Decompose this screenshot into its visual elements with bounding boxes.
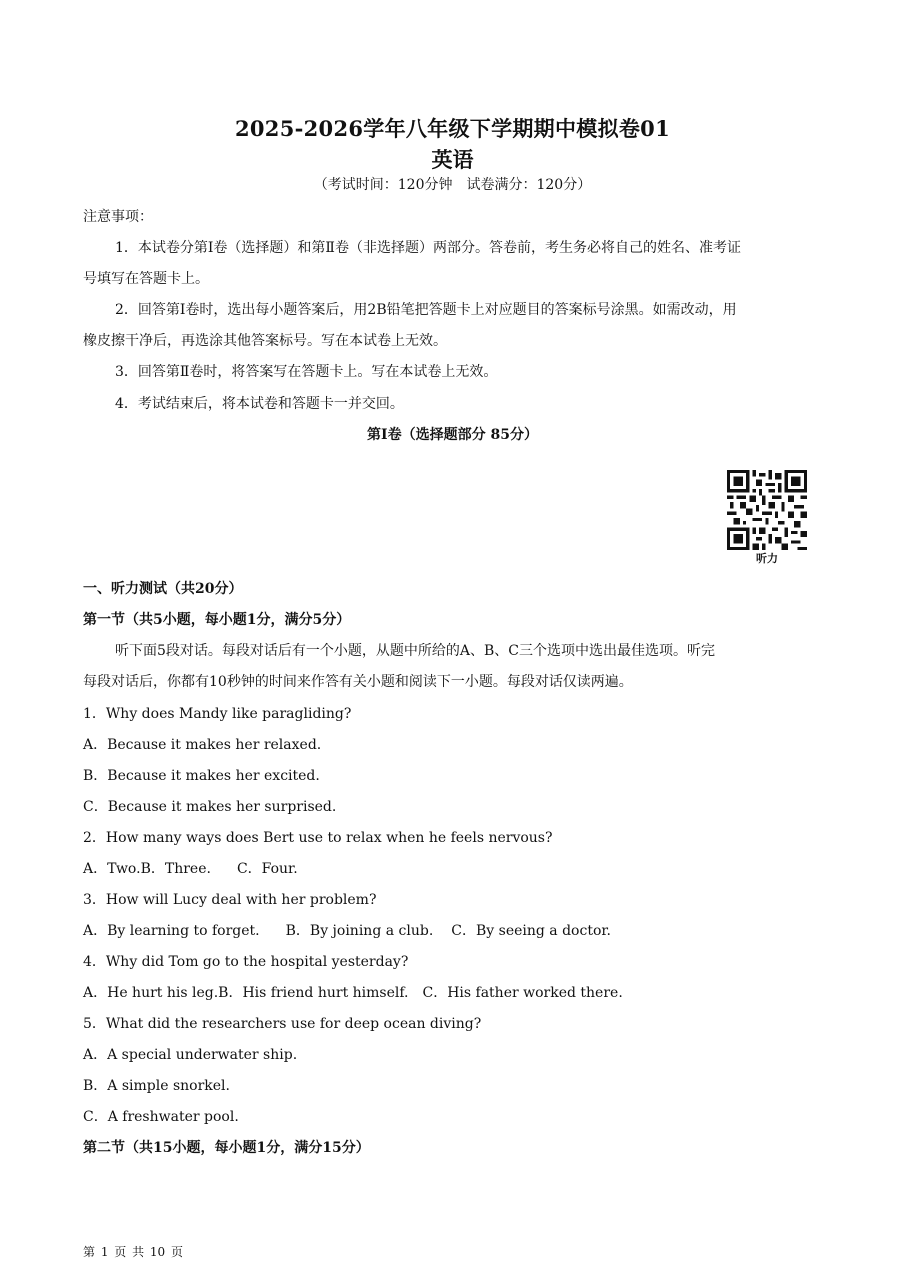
listening-instructions: 听下面5段对话。每段对话后有一个小题，从题中所给的A、B、C三个选项中选出最佳选项。听完 — [115, 643, 716, 659]
question-3: 3．How will Lucy deal with her problem? — [83, 892, 377, 908]
q1-option-c: C．Because it makes her surprised. — [83, 799, 337, 815]
question-5: 5．What did the researchers use for deep ocean diving? — [83, 1016, 482, 1032]
notice-item-3: 3．回答第Ⅱ卷时，将答案写在答题卡上。写在本试卷上无效。 — [115, 364, 498, 380]
page-title: 2025-2026学年八年级下学期期中模拟卷01 — [234, 116, 671, 141]
q4-option-c: C．His father worked there. — [422, 985, 623, 1001]
q1-option-b: B．Because it makes her excited. — [83, 768, 320, 784]
q5-option-a: A．A special underwater ship. — [83, 1047, 298, 1063]
notice-item-4: 4．考试结束后，将本试卷和答题卡一并交回。 — [115, 396, 404, 412]
q5-option-b: B．A simple snorkel. — [83, 1078, 230, 1094]
section-1-heading: 第一节（共5小题，每小题1分，满分5分） — [83, 612, 351, 628]
qr-caption: 听力 — [756, 552, 778, 565]
question-2: 2．How many ways does Bert use to relax when he feels nervous? — [83, 830, 553, 846]
q2-option-a: A．Two. — [83, 861, 141, 877]
question-1: 1．Why does Mandy like paragliding? — [83, 706, 352, 722]
notice-heading: 注意事项： — [83, 209, 153, 225]
notice-item-1-cont: 号填写在答题卡上。 — [83, 271, 209, 287]
question-4: 4．Why did Tom go to the hospital yesterday? — [83, 954, 409, 970]
page-footer: 第 1 页 共 10 页 — [83, 1245, 183, 1259]
q1-option-a: A．Because it makes her relaxed. — [83, 737, 322, 753]
q3-options — [83, 920, 611, 940]
q2-options — [83, 858, 298, 878]
qr-code-icon — [727, 470, 807, 554]
listening-instructions-cont: 每段对话后，你都有10秒钟的时间来作答有关小题和阅读下一小题。每段对话仅读两遍。 — [83, 674, 633, 690]
notice-item-2-cont: 橡皮擦干净后，再选涂其他答案标号。写在本试卷上无效。 — [83, 333, 447, 349]
subject-title: 英语 — [431, 147, 474, 172]
listening-heading: 一、听力测试（共20分） — [83, 581, 243, 597]
q4-option-b: B．His friend hurt himself. — [218, 985, 409, 1001]
notice-item-1: 1．本试卷分第Ⅰ卷（选择题）和第Ⅱ卷（非选择题）两部分。答卷前，考生务必将自己的姓名、准考证 — [115, 240, 741, 256]
q2-option-b: B．Three. — [140, 861, 211, 877]
q3-option-c: C．By seeing a doctor. — [451, 923, 611, 939]
notice-item-2: 2．回答第Ⅰ卷时，选出每小题答案后，用2B铅笔把答题卡上对应题目的答案标号涂黑。如需改动，用 — [115, 302, 737, 318]
section-2-heading: 第二节（共15小题，每小题1分，满分15分） — [83, 1140, 370, 1156]
q4-option-a: A．He hurt his leg. — [83, 985, 219, 1001]
q5-option-c: C．A freshwater pool. — [83, 1109, 239, 1125]
q3-option-a: A．By learning to forget. — [83, 923, 260, 939]
exam-info: （考试时间：120分钟 试卷满分：120分） — [313, 177, 592, 193]
q2-option-c: C．Four. — [236, 861, 298, 877]
part-1-title: 第Ⅰ卷（选择题部分 85分） — [367, 427, 538, 443]
q3-option-b: B．By joining a club. — [285, 923, 434, 939]
q4-options — [83, 982, 623, 1002]
